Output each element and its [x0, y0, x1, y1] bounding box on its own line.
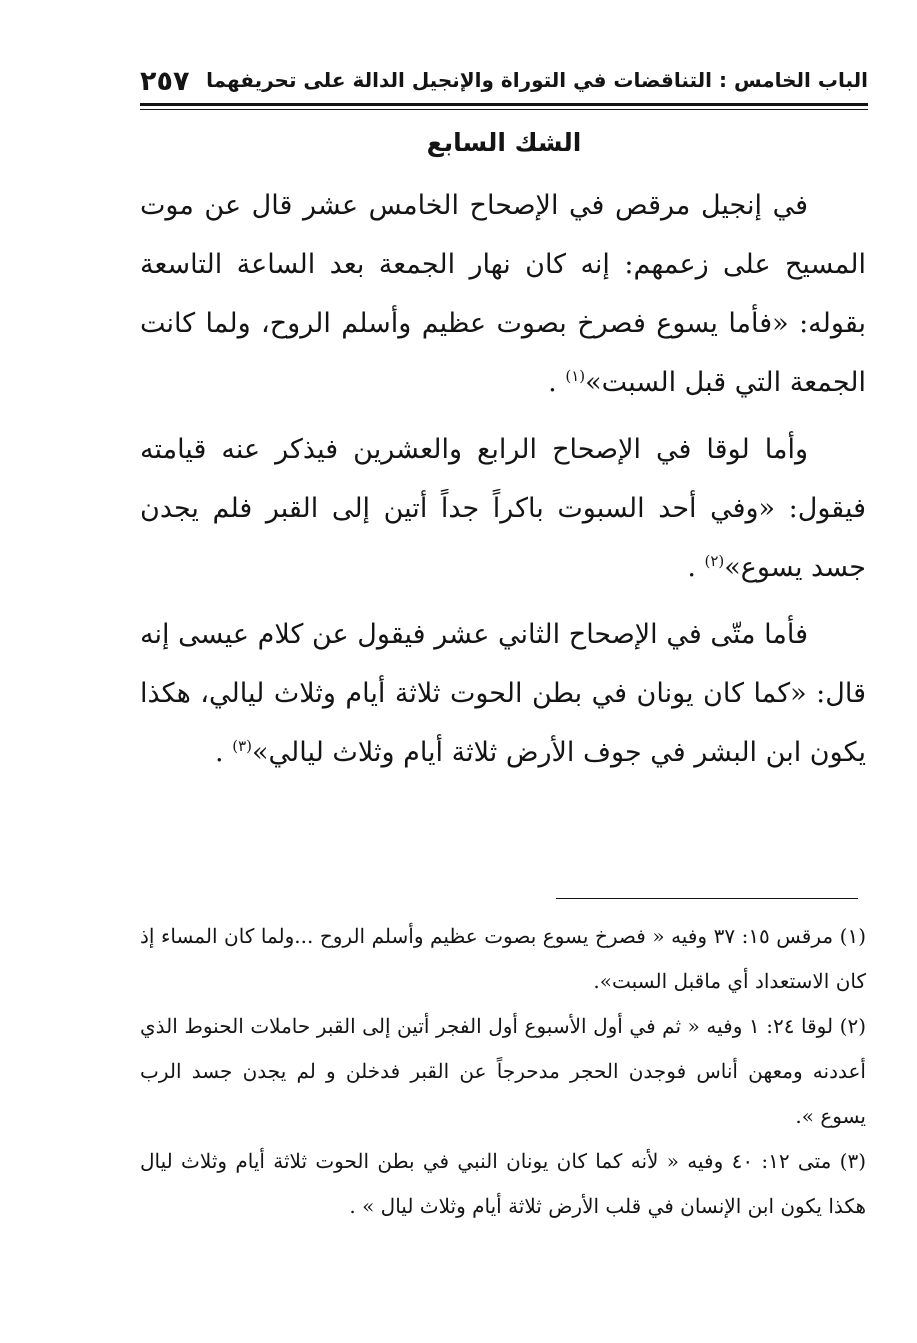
header-rule-thick — [140, 103, 868, 106]
footnote-1: (١) مرقس ١٥: ٣٧ وفيه « فصرخ يسوع بصوت عظيم وأسلم الروح ...ولما كان المساء إذ كان الاستعداد أي ماقبل السبت». — [140, 924, 866, 993]
running-title: الباب الخامس : التناقضات في التوراة والإنجيل الدالة على تحريفهما — [206, 68, 868, 92]
page-number: ٢٥٧ — [140, 66, 190, 97]
footnotes — [140, 914, 866, 1229]
footnote-2: (٢) لوقا ٢٤: ١ وفيه « ثم في أول الأسبوع أول الفجر أتين إلى القبر حاملات الحنوط الذي أعددنه ومعهن أناس فوجدن الحجر مدحرجاً عن القبر فدخلن و لم يجدن جسد الرب يسوع ». — [140, 1014, 866, 1128]
paragraph-1: في إنجيل مرقص في الإصحاح الخامس عشر قال عن موت المسيح على زعمهم: إنه كان نهار الجمعة بعد الساعة التاسعة بقوله: «فأما يسوع فصرخ بصوت عظيم وأسلم الروح، ولما كانت الجمعة التي قبل السبت»$^{(١)}$ . — [140, 190, 866, 398]
paragraph-3: فأما متّى في الإصحاح الثاني عشر فيقول عن كلام عيسى إنه قال: «كما كان يونان في بطن الحوت ثلاثة أيام وثلاث ليالي، هكذا يكون ابن البشر في جوف الأرض ثلاثة أيام وثلاث ليالي»$^{(٣)}$ . — [140, 619, 866, 768]
footnote-ref-2: (٢) — [704, 552, 725, 570]
footnote-3: (٣) متى ١٢: ٤٠ وفيه « لأنه كما كان يونان النبي في بطن الحوت ثلاثة أيام وثلاث ليال هكذا يكون ابن الإنسان في قلب الأرض ثلاثة أيام وثلاث ليال » . — [140, 1149, 866, 1218]
section-title: الشك السابع — [426, 128, 582, 157]
paragraph-2: وأما لوقا في الإصحاح الرابع والعشرين فيذكر عنه قيامته فيقول: «وفي أحد السبوت باكراً جداً أتين إلى القبر فلم يجدن جسد يسوع»$^{(٢)}$ . — [140, 434, 866, 583]
header-rule-thin — [140, 109, 868, 110]
page-header — [140, 62, 868, 102]
body-text — [140, 176, 866, 790]
footnote-ref-1: (١) — [565, 367, 586, 385]
footnote-ref-3: (٣) — [232, 737, 252, 755]
footnote-separator — [556, 898, 858, 899]
